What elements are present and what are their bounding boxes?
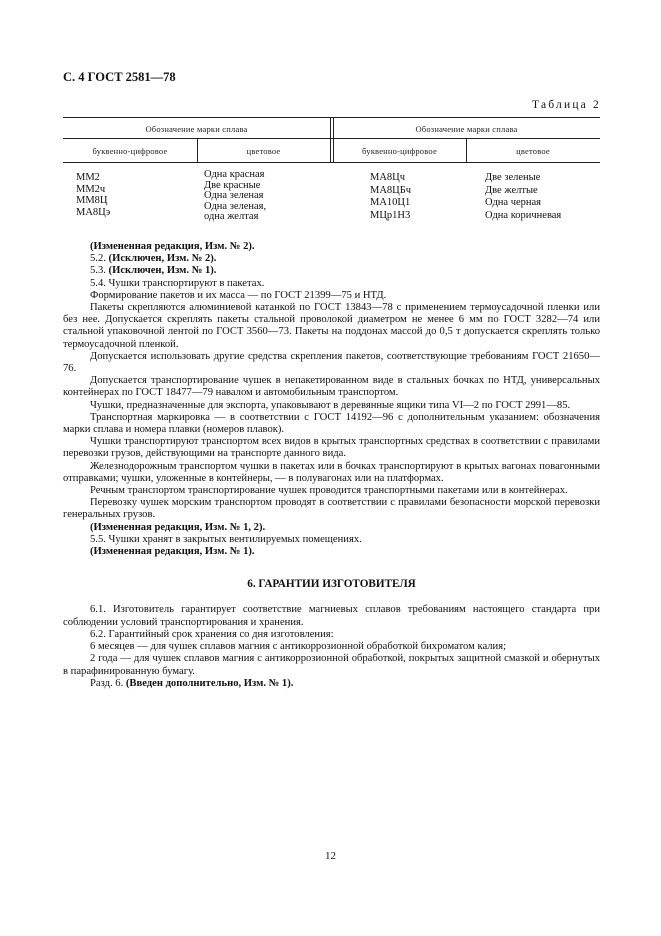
paragraph: [63, 278, 600, 290]
paragraph-prefix: 5.3.: [90, 265, 109, 277]
paragraph-text: Формирование пакетов и их масса — по ГОСТ 21399—75 и НТД.: [90, 289, 387, 301]
paragraph: [63, 678, 600, 690]
paragraph-text: Допускается транспортирование чушек в непакетированном виде в стальных бочках по НТД, универсальных контейнерах по ГОСТ 18477—79 навалом и автомобильным транспортом.: [63, 375, 600, 399]
table-cell: Одна зеленая,: [204, 200, 267, 212]
paragraph-text: 5.4. Чушки транспортируют в пакетах.: [90, 277, 265, 289]
paragraph-text: Речным транспортом транспортирование чушек проводится транспортными пакетами или в контейнерах.: [90, 485, 568, 497]
table-cell: Две красные: [204, 179, 261, 191]
left-alnum-column: [76, 172, 110, 218]
paragraph: [63, 522, 600, 534]
left-color-column: [204, 170, 266, 223]
subheader-color-left: цветовое: [246, 146, 281, 156]
paragraph: [63, 653, 600, 677]
paragraph-bold-text: (Введен дополнительно, Изм. № 1).: [125, 677, 294, 689]
table-cell: Две зеленые: [485, 172, 541, 183]
group-header-left: Обозначение марки сплава: [145, 124, 248, 134]
table-cell: Одна черная: [485, 197, 541, 208]
subheader-alnum-left: буквенно-цифровое: [92, 146, 168, 156]
table-cell: ММ2: [76, 172, 100, 183]
paragraph: [63, 265, 600, 277]
table-cell: МА10Ц1: [370, 197, 411, 208]
paragraph: [63, 351, 600, 375]
paragraph-text: 5.5. Чушки хранят в закрытых вентилируемых помещениях.: [90, 533, 362, 545]
paragraph-text: Транспортная маркировка — в соответствии с ГОСТ 14192—96 с дополнительным указанием: обозначения марки сплава и номера плавки (номеров плавок).: [63, 411, 600, 436]
paragraph-bold-text: (Исключен, Изм. № 2).: [108, 253, 217, 265]
table-cell: МЦр1Н3: [370, 209, 411, 221]
right-alnum-column: [370, 172, 411, 222]
paragraph: [63, 253, 600, 265]
paragraph-text: 2 года — для чушек сплавов магния с антикоррозионной обработкой, покрытых защитной смазкой и обернутых в парафинированную бумагу.: [63, 653, 600, 677]
paragraph-text: Пакеты скрепляются алюминиевой катанкой по ГОСТ 13843—78 с применением термоусадочной пленки или без нее. Допускается скреплять пакеты стальной проволокой диаметром не менее 6 мм по ГОСТ 3282—74 или стальной упаковочной лентой по ГОСТ 3560—73. Пакеты на поддонах массой до 0,5 т допускается скреплять только термоусадочной пленкой.: [63, 302, 600, 350]
table-cell: МА8Цч: [370, 172, 406, 183]
running-header: С. 4 ГОСТ 2581—78: [63, 70, 176, 84]
table-cell: Две желтые: [485, 184, 538, 196]
paragraph-prefix: 5.2.: [90, 253, 109, 265]
paragraph-bold-text: (Измененная редакция, Изм. № 2).: [90, 241, 255, 252]
subheader-alnum-right: буквенно-цифровое: [362, 146, 437, 156]
paragraph-text: Допускается использовать другие средства скрепления пакетов, соответствующие требованиям ГОСТ 21650—76.: [63, 350, 600, 375]
table-caption: Таблица 2: [532, 99, 601, 111]
paragraph: [63, 629, 600, 641]
table-rule-group: [63, 138, 600, 139]
section-6-paragraphs: [63, 604, 600, 689]
paragraph: [63, 534, 600, 546]
table-cell: ММ8Ц: [76, 195, 108, 206]
document-body: [63, 241, 600, 690]
group-header-right: Обозначение марки сплава: [415, 124, 518, 134]
table-cell: ММ2ч: [76, 183, 106, 195]
paragraph: [63, 436, 600, 460]
table-cell: Одна красная: [204, 169, 265, 180]
paragraph: [63, 375, 600, 399]
paragraph-bold-text: (Измененная редакция, Изм. № 1).: [90, 546, 255, 558]
paragraph-text: Чушки, предназначенные для экспорта, упаковывают в деревянные ящики типа VI—2 по ГОСТ 2991—85.: [90, 399, 571, 411]
table-rule-header-bottom: [63, 162, 600, 163]
paragraph: [63, 461, 600, 485]
right-color-column: [485, 172, 561, 222]
paragraph-text: 6.1. Изготовитель гарантирует соответствие магниевых сплавов требованиям настоящего стандарта при соблюдении условий транспортирования и хранения.: [63, 604, 600, 628]
paragraph: [63, 412, 600, 436]
paragraph: [63, 641, 600, 653]
table-divider-main: [330, 117, 331, 162]
table-cell: МА8ЦБч: [370, 184, 412, 196]
paragraph-bold-text: (Исключен, Изм. № 1).: [108, 265, 217, 277]
paragraph-text: Чушки транспортируют транспортом всех видов в крытых транспортных средствах в соответствии с правилами перевозки грузов, действующими на транспорте данного вида.: [63, 436, 600, 460]
paragraph: [63, 241, 600, 253]
table-rule-top: [63, 117, 600, 118]
paragraph-text: Перевозку чушек морским транспортом проводят в соответствии с правилами безопасности морской перевозки генеральных грузов.: [63, 497, 600, 521]
page-number: 12: [325, 850, 336, 862]
paragraph-text: 6.2. Гарантийный срок хранения со дня изготовления:: [90, 628, 334, 640]
paragraph: [63, 400, 600, 412]
paragraph: [63, 497, 600, 521]
table-cell: Одна зеленая: [204, 190, 264, 201]
paragraph: [63, 302, 600, 351]
table-cell: одна желтая: [204, 211, 259, 222]
paragraph: [63, 546, 600, 558]
table-cell: Одна коричневая: [485, 209, 562, 221]
paragraph-prefix: Разд. 6.: [90, 677, 126, 689]
table-cell: МА8Цэ: [76, 206, 111, 218]
section-title: 6. ГАРАНТИИ ИЗГОТОВИТЕЛЯ: [247, 578, 416, 591]
subheader-color-right: цветовое: [516, 146, 550, 156]
paragraph-bold-text: (Измененная редакция, Изм. № 1, 2).: [90, 521, 266, 533]
paragraph: [63, 604, 600, 628]
paragraph: [63, 290, 600, 302]
alloy-grade-table: [63, 117, 600, 235]
paragraph-text: 6 месяцев — для чушек сплавов магния с антикоррозионной обработкой бихроматом калия;: [90, 641, 507, 653]
section-5-paragraphs: [63, 241, 600, 558]
paragraph: [63, 485, 600, 497]
paragraph-text: Железнодорожным транспортом чушки в пакетах или в бочках транспортируют в крытых вагонах повагонными отправками; чушки, уложенные в контейнеры, — в полувагонах или на платформах.: [63, 460, 600, 484]
